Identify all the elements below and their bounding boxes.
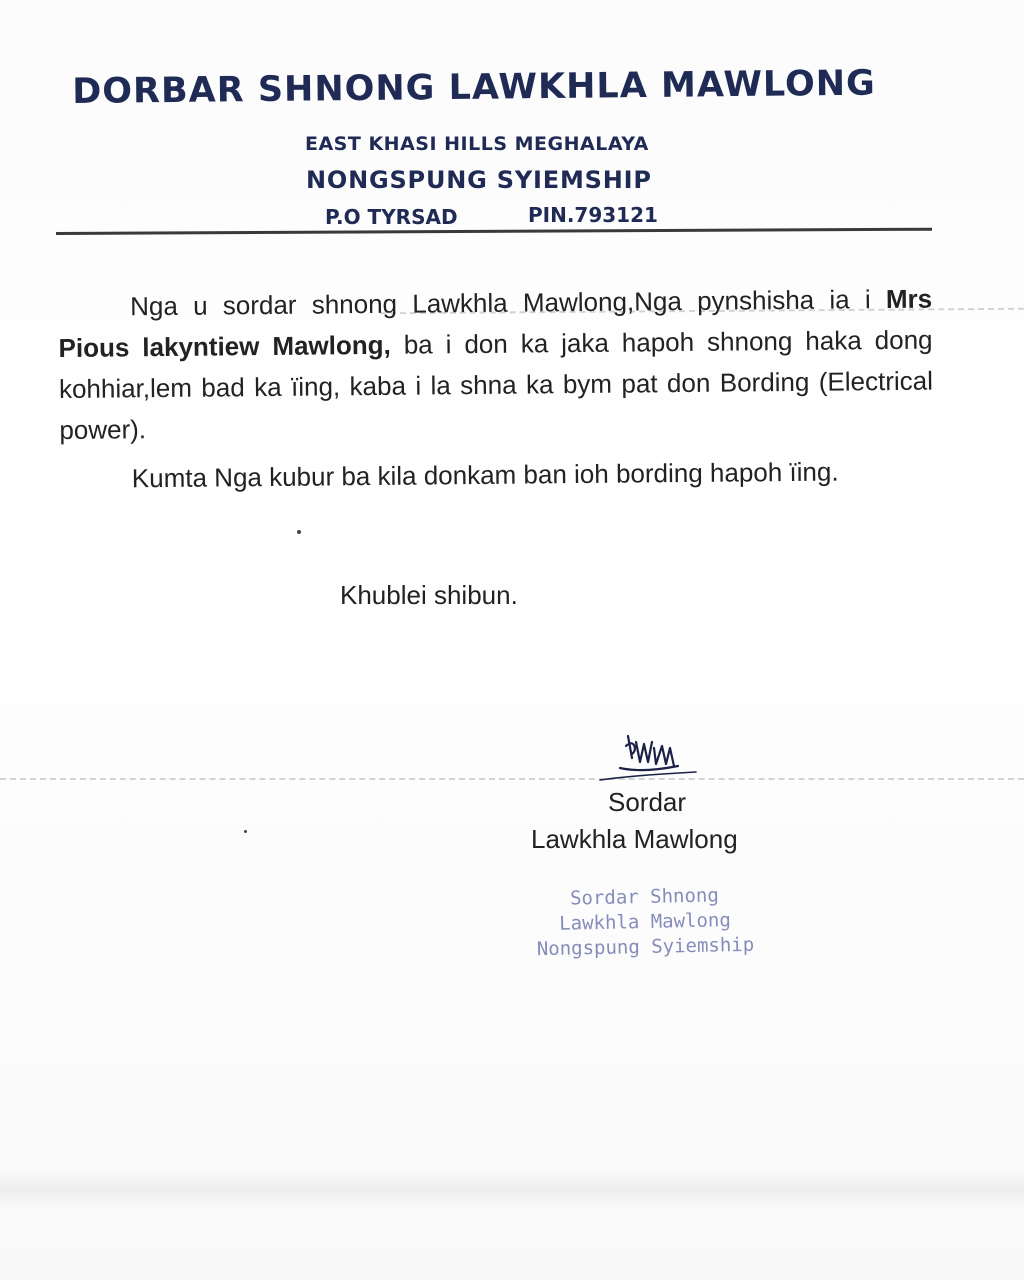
official-stamp: [529, 883, 761, 963]
letterhead: [0, 0, 1024, 250]
person-name: Mrs Pious lakyntiew Mawlong,: [58, 283, 933, 363]
signatory-place: Lawkhla Mawlong: [531, 824, 738, 854]
paragraph-intro: Nga u sordar shnong Lawkhla Mawlong,Nga pynshisha ia i: [130, 284, 887, 322]
letterhead-post-office: P.O TYRSAD: [325, 205, 458, 229]
letter-paragraph-2: Kumta Nga kubur ba kila donkam ban ioh bording hapoh ïing.: [131, 456, 839, 494]
letterhead-syiemship: NONGSPUNG SYIEMSHIP: [306, 166, 652, 194]
paper-fold-line: [0, 778, 1024, 780]
ink-speck: [297, 530, 301, 534]
stamp-line-3: Nongspung Syiemship: [536, 933, 755, 961]
stamp-line-2: Lawkhla Mawlong: [558, 909, 731, 935]
letterhead-pin: PIN.793121: [528, 203, 658, 227]
paragraph-rest: ba i don ka jaka hapoh shnong haka dong kohhiar,lem bad ka ïing, kaba i la shna ka bym pat don Bording (Electrical power).: [58, 324, 934, 445]
signatory-title: Sordar: [608, 787, 687, 817]
letterhead-district: EAST KHASI HILLS MEGHALAYA: [305, 133, 649, 155]
handwritten-signature: [598, 728, 698, 788]
letter-body: [58, 279, 934, 500]
letter-paragraph-1: [58, 279, 934, 451]
letterhead-title: DORBAR SHNONG LAWKHLA MAWLONG: [72, 63, 876, 112]
ink-speck: [244, 830, 247, 833]
stamp-line-1: Sordar Shnong: [569, 884, 720, 910]
paper-shadow: [0, 1170, 1024, 1210]
closing-line: Khublei shibun.: [340, 580, 518, 610]
letterhead-divider: [56, 228, 932, 235]
